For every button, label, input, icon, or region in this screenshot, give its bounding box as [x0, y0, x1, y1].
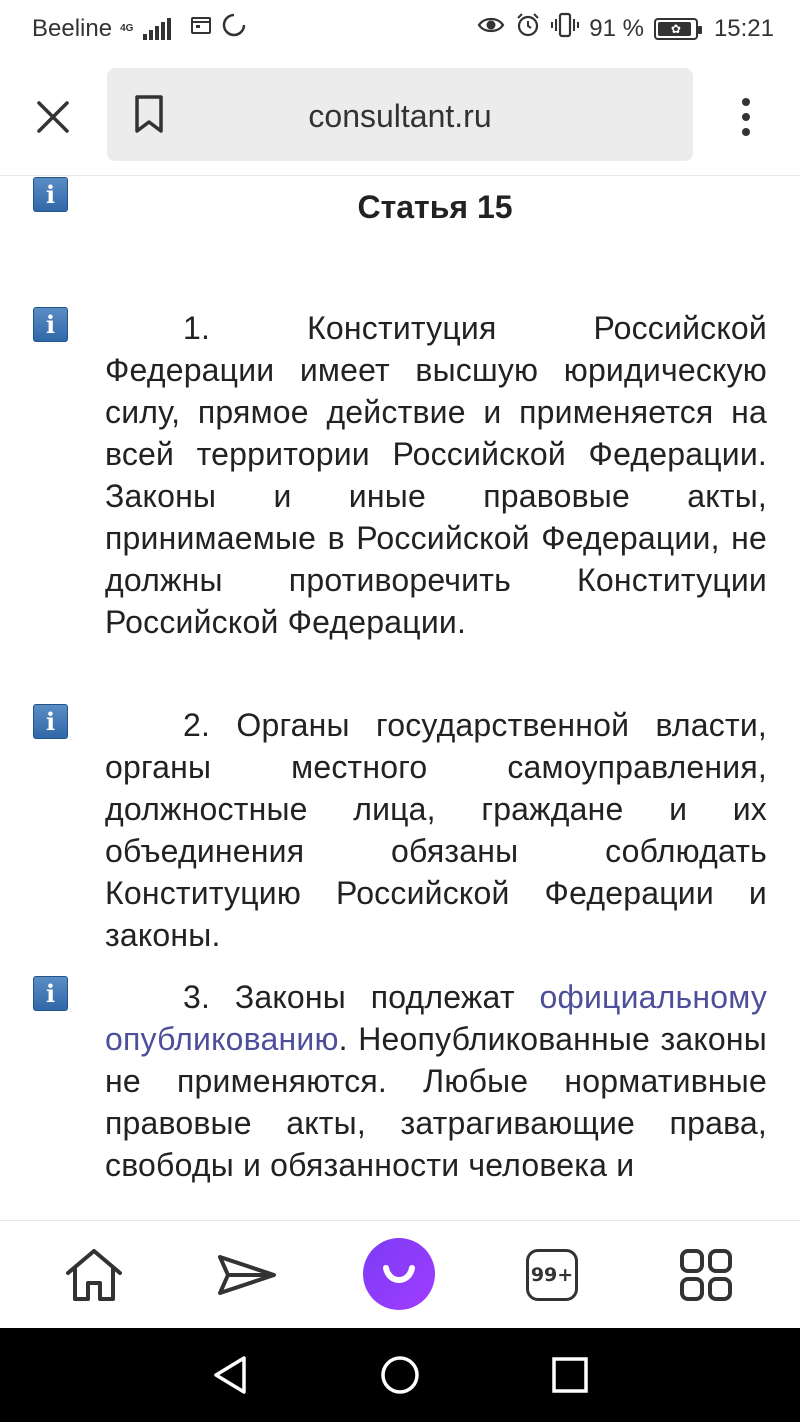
alice-icon — [379, 1254, 419, 1294]
paragraph-text: Законы подлежат — [234, 979, 515, 1015]
home-icon — [63, 1247, 125, 1303]
browser-bottom-bar — [0, 1220, 800, 1328]
more-icon-dot — [742, 98, 750, 106]
tabs-icon — [526, 1249, 578, 1301]
info-icon[interactable]: i — [33, 976, 68, 1011]
back-icon — [210, 1354, 250, 1396]
battery-percent: 91 % — [589, 14, 644, 42]
signal-icon — [143, 18, 171, 40]
share-button[interactable] — [212, 1237, 282, 1313]
android-nav-bar — [0, 1328, 800, 1422]
paragraph-number: 3. — [183, 979, 211, 1015]
alarm-icon — [515, 12, 541, 45]
vibrate-icon — [551, 12, 579, 45]
recents-icon — [551, 1356, 589, 1394]
back-button[interactable] — [207, 1352, 253, 1398]
alice-button[interactable] — [363, 1238, 435, 1310]
tabs-count: 99+ — [530, 1264, 574, 1286]
home-circle-icon — [379, 1354, 421, 1396]
clock: 15:21 — [713, 14, 774, 42]
close-icon — [35, 99, 71, 135]
info-icon[interactable]: i — [33, 704, 68, 739]
close-button[interactable] — [30, 94, 76, 140]
address-bar[interactable] — [107, 68, 693, 161]
calendar-icon — [189, 13, 213, 44]
home-nav-button[interactable] — [377, 1352, 423, 1398]
paragraph-1 — [105, 307, 767, 643]
paragraph-text: . Неопубликованные законы не применяются. Любые нормативные правовые акты, затрагивающие права, свободы и обязанности человека и — [105, 1021, 767, 1183]
status-bar — [0, 0, 800, 56]
paragraph-text: Конституция Российской Федерации имеет высшую юридическую силу, прямое действие и применяется на всей территории Российской Федерации. Законы и иные правовые акты, принимаемые в Российской Федерации, не должны противоречить Конституции Российской Федерации. — [105, 310, 767, 640]
recents-button[interactable] — [547, 1352, 593, 1398]
info-icon[interactable]: i — [33, 177, 68, 212]
page-content[interactable] — [0, 177, 800, 1220]
status-right — [477, 12, 774, 45]
paragraph-2 — [105, 704, 767, 956]
article-title: Статья 15 — [357, 189, 513, 225]
more-menu-button[interactable] — [726, 94, 766, 140]
services-button[interactable] — [676, 1237, 736, 1313]
publication-link[interactable]: официальному опубликованию — [105, 979, 768, 1057]
eye-icon — [477, 14, 505, 43]
browser-toolbar — [0, 56, 800, 176]
paragraph-number: 2. — [183, 707, 211, 743]
paragraph-3 — [105, 976, 767, 1186]
send-icon — [216, 1251, 278, 1299]
paragraph-text: Органы государственной власти, органы местного самоуправления, должностные лица, граждане и их объединения обязаны соблюдать Конституцию Российской Федерации и законы. — [105, 707, 768, 953]
status-left — [32, 12, 247, 45]
url-text[interactable]: consultant.ru — [308, 98, 492, 134]
carrier-name: Beeline — [32, 14, 113, 42]
info-icon[interactable]: i — [33, 307, 68, 342]
more-icon-dot — [742, 113, 750, 121]
more-icon-dot — [742, 128, 750, 136]
paragraph-number: 1. — [183, 310, 211, 346]
tabs-button[interactable] — [520, 1237, 584, 1313]
network-type: 4G — [120, 22, 134, 34]
home-button[interactable] — [58, 1237, 130, 1313]
grid-icon — [679, 1248, 733, 1302]
sync-icon — [221, 12, 247, 45]
battery-icon: ✿ — [654, 18, 698, 40]
